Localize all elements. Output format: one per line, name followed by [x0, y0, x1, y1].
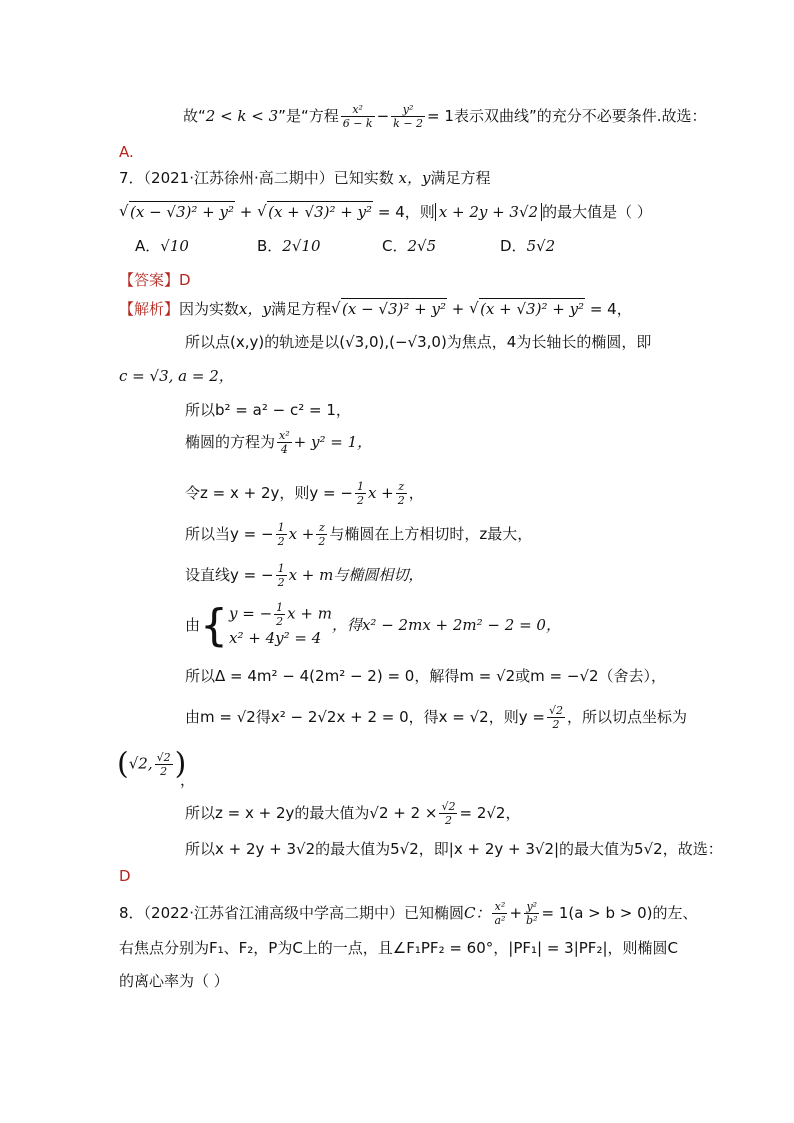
- fraction: [276, 563, 287, 588]
- question8-stem: 8．（2022·江苏省江浦高级中学高二期中）已知椭圆C： $\frac{\text{x²}}{\text{a²}}$ + $\frac{\text{y²}}{\text{b²}}$ = 1(a > b > 0)的左、: [119, 900, 698, 927]
- option-d[interactable]: [500, 236, 555, 256]
- analysis-answer: D: [119, 867, 131, 885]
- numerator: z: [316, 522, 327, 535]
- text: = 4，则: [377, 203, 435, 221]
- text: √2,: [128, 754, 153, 773]
- text: 令z = x + 2y，则y = −: [185, 484, 353, 502]
- analysis-line12: (√2, $\frac{√2}{2}$ ): [117, 746, 187, 782]
- fraction: [316, 522, 327, 547]
- equation-system: [229, 602, 332, 649]
- analysis-line13: [185, 801, 520, 826]
- denominator: k − 2: [393, 117, 424, 130]
- denominator: 2: [356, 494, 364, 507]
- analysis-line5: [185, 430, 372, 455]
- text: ，得x² − 2mx + 2m² − 2 = 0，: [331, 616, 561, 634]
- text: ，所以切点坐标为: [566, 708, 687, 726]
- option-value: 2√5: [407, 237, 437, 255]
- fraction: [274, 602, 285, 627]
- text: 满足方程: [430, 169, 491, 187]
- fraction: [524, 901, 539, 926]
- text: 满足方程: [270, 300, 331, 318]
- brace: {: [200, 599, 229, 651]
- question7-stem: [119, 168, 491, 188]
- option-value: √10: [160, 237, 189, 255]
- text: = 1(a > b > 0)的左、: [541, 904, 698, 922]
- denominator: 2: [318, 535, 326, 548]
- solution6-answer: A.: [119, 143, 134, 161]
- text: + y² = 1，: [293, 433, 373, 451]
- numerator: x²: [279, 429, 290, 442]
- numerator: √2: [548, 704, 563, 717]
- variables: x，y: [239, 300, 271, 318]
- text: 与椭圆在上方相切时，z最大，: [329, 525, 533, 543]
- text: 7．（2021·江苏徐州·高二期中）已知实数: [119, 169, 394, 187]
- text: x + m: [287, 604, 332, 623]
- numerator: 1: [276, 601, 284, 614]
- fraction: [277, 430, 292, 455]
- question7-options: [135, 236, 555, 256]
- numerator: 1: [356, 480, 364, 493]
- analysis-line4: 所以b² = a² − c² = 1，: [185, 401, 351, 419]
- text: = 1: [427, 107, 454, 125]
- analysis-line9: [185, 599, 561, 651]
- sqrt-expression: √ (x − √3)² + y²: [120, 202, 235, 222]
- denominator: 2: [276, 615, 284, 628]
- fraction: [547, 705, 565, 730]
- analysis-line11: [185, 705, 687, 730]
- denominator: a²: [494, 914, 506, 927]
- numerator: z: [396, 481, 407, 494]
- fraction: [492, 901, 507, 926]
- text: 所以当y = −: [185, 525, 274, 543]
- analysis-line2: 所以点(x,y)的轨迹是以(√3,0),(−√3,0)为焦点，4为长轴长的椭圆，即: [185, 333, 652, 351]
- denominator: 2: [444, 814, 452, 827]
- analysis-line7: [185, 522, 532, 547]
- numerator: y²: [391, 104, 425, 117]
- option-c[interactable]: [382, 236, 500, 256]
- text: x +: [288, 525, 315, 543]
- text: C：: [464, 904, 491, 922]
- denominator: 4: [280, 443, 288, 456]
- variables: x，y: [398, 169, 431, 187]
- sqrt-expression: √ (x − √3)² + y²: [332, 299, 447, 319]
- text: ”是“方程: [278, 107, 339, 125]
- text: 8．（2022·江苏省江浦高级中学高二期中）已知椭圆: [119, 904, 464, 922]
- text: 的最大值是（ ）: [542, 203, 652, 221]
- fraction: [396, 481, 407, 506]
- fraction: [391, 104, 425, 129]
- text: 表示双曲线”的充分不必要条件.故选：: [453, 107, 707, 125]
- text: x² + 4y² = 4: [229, 629, 322, 647]
- text: 椭圆的方程为: [185, 433, 276, 451]
- text: y = −: [229, 604, 273, 623]
- text: 故“: [183, 107, 206, 125]
- analysis-line1: 【解析】因为实数x，y满足方程√ (x − √3)² + y² + √ (x + √3)² + y² = 4，: [119, 299, 632, 319]
- fraction: [276, 522, 287, 547]
- analysis-line10: 所以Δ = 4m² − 4(2m² − 2) = 0，解得m = √2或m = −√2（舍去），: [185, 667, 667, 685]
- option-value: 5√2: [526, 237, 556, 255]
- fraction: [355, 481, 366, 506]
- option-label: C．: [382, 237, 408, 255]
- denominator: 2: [277, 535, 285, 548]
- sqrt-expression: √ (x + √3)² + y²: [470, 299, 585, 319]
- denominator: 2: [277, 576, 285, 589]
- numerator: y²: [524, 901, 539, 914]
- option-label: D．: [500, 237, 527, 255]
- fraction: [155, 752, 173, 777]
- numerator: √2: [156, 751, 171, 764]
- numerator: x²: [341, 104, 375, 117]
- text: = 2√2，: [459, 804, 521, 822]
- denominator: 6 − k: [342, 117, 373, 130]
- option-a[interactable]: [135, 236, 257, 256]
- option-label: A．: [135, 237, 161, 255]
- text: x +: [367, 484, 394, 502]
- analysis-line12-comma: ，: [180, 771, 196, 789]
- numerator: x²: [492, 901, 507, 914]
- analysis-line14: 所以x + 2y + 3√2的最大值为5√2，即|x + 2y + 3√2|的最大值为5√2，故选：: [185, 840, 723, 858]
- denominator: 2: [552, 718, 560, 731]
- fraction: [341, 104, 375, 129]
- denominator: 2: [397, 494, 405, 507]
- denominator: 2: [160, 765, 168, 778]
- numerator: 1: [277, 521, 285, 534]
- text: 由m = √2得x² − 2√2x + 2 = 0，得x = √2，则y =: [185, 708, 545, 726]
- analysis-line6: 令z = x + 2y，则y = − $\frac{1}{2}$ x + $\frac{z}{2}$ ，: [185, 480, 424, 507]
- text: 由: [185, 616, 201, 634]
- option-label: B．: [257, 237, 283, 255]
- numerator: √2: [441, 800, 456, 813]
- text: 所以z = x + 2y的最大值为√2 + 2 ×: [185, 804, 438, 822]
- numerator: 1: [277, 562, 285, 575]
- analysis-tag: 【解析】: [119, 300, 180, 318]
- fraction: [439, 801, 457, 826]
- analysis-line3: c = √3, a = 2，: [119, 367, 234, 385]
- solution6-conclusion: 故“2 < k < 3”是“方程 $\frac{\text{x²}}{6 - k}$ − $\frac{\text{y²}}{k - 2}$ = 1表示双曲线”的充分不必要条件.故选：: [183, 103, 707, 130]
- answer-tag: 【答案】D: [119, 271, 191, 289]
- question8-line2: 右焦点分别为F₁、F₂，P为C上的一点，且∠F₁PF₂ = 60°，|PF₁| = 3|PF₂|，则椭圆C: [119, 939, 678, 957]
- option-value: 2√10: [282, 237, 321, 255]
- option-b[interactable]: [257, 236, 382, 256]
- question7-equation: √ (x − √3)² + y² + √ (x + √3)² + y² = 4，则 x + 2y + 3√2 的最大值是（ ）: [119, 202, 652, 222]
- denominator: b²: [526, 914, 538, 927]
- question8-line3: 的离心率为（ ）: [119, 972, 229, 990]
- sqrt-expression: √ (x + √3)² + y²: [258, 202, 373, 222]
- abs-expression: x + 2y + 3√2: [435, 203, 542, 221]
- analysis-line8: [185, 563, 423, 588]
- text: x + m与椭圆相切，: [288, 566, 424, 584]
- text: 设直线y = −: [185, 566, 274, 584]
- condition: 2 < k < 3: [205, 107, 279, 125]
- text: 因为实数: [179, 300, 240, 318]
